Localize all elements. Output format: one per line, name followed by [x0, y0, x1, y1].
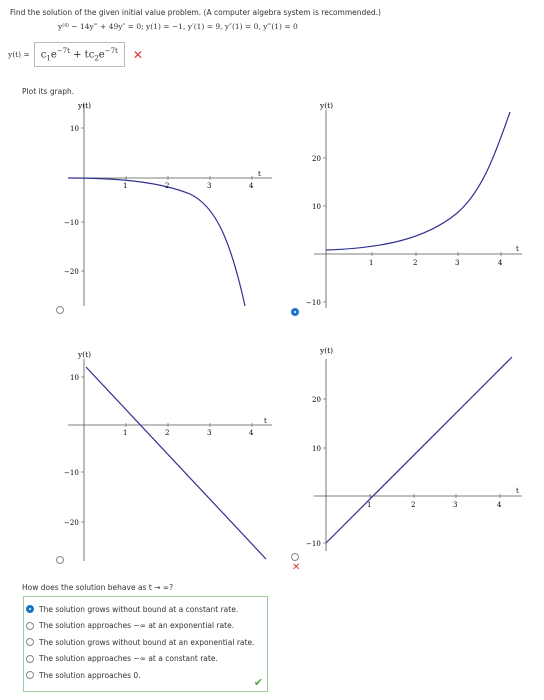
graph-b	[296, 98, 526, 310]
graph-a-ylabel: y(t)	[78, 101, 92, 110]
graph-c-xtick-2: 2	[165, 429, 170, 437]
behavior-question: How does the solution behave as t → ∞?	[22, 583, 174, 592]
graph-a-ytick-10: 10	[70, 125, 79, 133]
graph-d-xtick-3: 3	[453, 501, 458, 509]
graph-c-radio[interactable]	[56, 556, 64, 564]
answer-sub2: 2	[94, 54, 99, 63]
radio-icon[interactable]	[26, 671, 34, 679]
graph-a-radio[interactable]	[56, 306, 64, 314]
graph-d-ytick-10: 10	[312, 445, 321, 453]
graph-b-xtick-2: 2	[413, 259, 418, 267]
graph-b-xlabel: t	[516, 245, 519, 253]
graph-c-ytick-10: 10	[70, 374, 79, 382]
answer-row	[8, 42, 143, 67]
graph-a-ytick-neg10: −10	[64, 219, 79, 227]
graph-d-xlabel: t	[516, 487, 519, 495]
choice-label: The solution grows without bound at a constant rate.	[39, 604, 239, 614]
graph-c	[50, 345, 275, 565]
graph-a-xtick-4: 4	[249, 182, 254, 190]
radio-icon[interactable]	[26, 638, 34, 646]
graph-d-xtick-4: 4	[497, 501, 502, 509]
graph-d-ylabel: y(t)	[320, 346, 334, 355]
graph-b-ytick-10: 10	[312, 203, 321, 211]
choice-constant-growth[interactable]	[26, 601, 265, 618]
choice-neg-inf-constant[interactable]	[26, 651, 265, 668]
graph-d-xtick-1: 1	[367, 501, 372, 509]
wrong-x-icon: ✕	[132, 47, 143, 62]
answer-sub1: 1	[46, 54, 51, 63]
behavior-choices	[23, 596, 268, 692]
radio-icon[interactable]	[26, 605, 34, 613]
graph-c-xtick-4: 4	[249, 429, 254, 437]
graph-b-ylabel: y(t)	[320, 101, 334, 110]
graph-d-ytick-neg10: −10	[306, 540, 321, 548]
graph-b-xtick-3: 3	[455, 259, 460, 267]
graph-c-ylabel: y(t)	[78, 350, 92, 359]
graph-c-xtick-3: 3	[207, 429, 212, 437]
answer-exp1: −7t	[56, 47, 70, 55]
graph-a-xtick-1: 1	[123, 182, 128, 190]
choice-label: The solution approaches 0.	[39, 670, 141, 680]
answer-exp2: −7t	[104, 47, 118, 55]
answer-input[interactable]	[34, 42, 125, 67]
graph-a-curve	[68, 178, 245, 306]
choice-label: The solution approaches −∞ at an exponential rate.	[39, 621, 235, 631]
radio-icon[interactable]	[26, 622, 34, 630]
answer-c1: c	[40, 49, 47, 61]
answer-label: y(t) =	[8, 50, 30, 60]
answer-e1: e	[50, 49, 57, 61]
graph-a-xtick-3: 3	[207, 182, 212, 190]
answer-plus: +	[69, 49, 85, 61]
graph-d-xtick-2: 2	[411, 501, 416, 509]
graph-c-curve	[86, 367, 266, 559]
graph-b-xtick-4: 4	[498, 259, 503, 267]
graph-b-xtick-1: 1	[369, 259, 374, 267]
choice-label: The solution grows without bound at an exponential rate.	[39, 637, 255, 647]
graph-d	[296, 345, 526, 557]
graph-d-ytick-20: 20	[312, 396, 321, 404]
graph-b-curve	[326, 112, 510, 250]
answer-e2: e	[98, 49, 105, 61]
graph-a-xtick-2: 2	[165, 182, 170, 190]
graph-c-ytick-neg20: −20	[64, 519, 79, 527]
problem-prompt: Find the solution of the given initial value problem. (A computer algebra system is recommended.)	[10, 8, 381, 17]
graph-b-radio[interactable]	[291, 308, 299, 316]
plot-prompt: Plot its graph.	[22, 87, 75, 96]
graph-b-ytick-20: 20	[312, 155, 321, 163]
graph-a	[50, 98, 275, 310]
graph-c-xlabel: t	[264, 417, 267, 425]
graph-a-xlabel: t	[258, 170, 261, 178]
check-icon: ✔	[253, 676, 263, 689]
choice-approaches-zero[interactable]	[26, 667, 265, 684]
choice-neg-inf-exponential[interactable]	[26, 618, 265, 635]
graph-d-radio[interactable]	[291, 553, 299, 561]
problem-equation: y⁽⁴⁾ − 14y‴ + 49y″ = 0; y(1) = −1, y′(1) = 9, y″(1) = 0, y‴(1) = 0	[58, 22, 298, 31]
graph-d-curve	[326, 357, 512, 543]
choice-exponential-growth[interactable]	[26, 634, 265, 651]
graph-c-xtick-1: 1	[123, 429, 128, 437]
answer-t: t	[84, 49, 89, 61]
wrong-x-icon: ✕	[292, 562, 301, 573]
choice-label: The solution approaches −∞ at a constant rate.	[39, 654, 218, 664]
graph-a-ytick-neg20: −20	[64, 268, 79, 276]
graph-c-ytick-neg10: −10	[64, 469, 79, 477]
graph-b-ytick-neg10: −10	[306, 299, 321, 307]
answer-c2: c	[88, 49, 95, 61]
radio-icon[interactable]	[26, 655, 34, 663]
